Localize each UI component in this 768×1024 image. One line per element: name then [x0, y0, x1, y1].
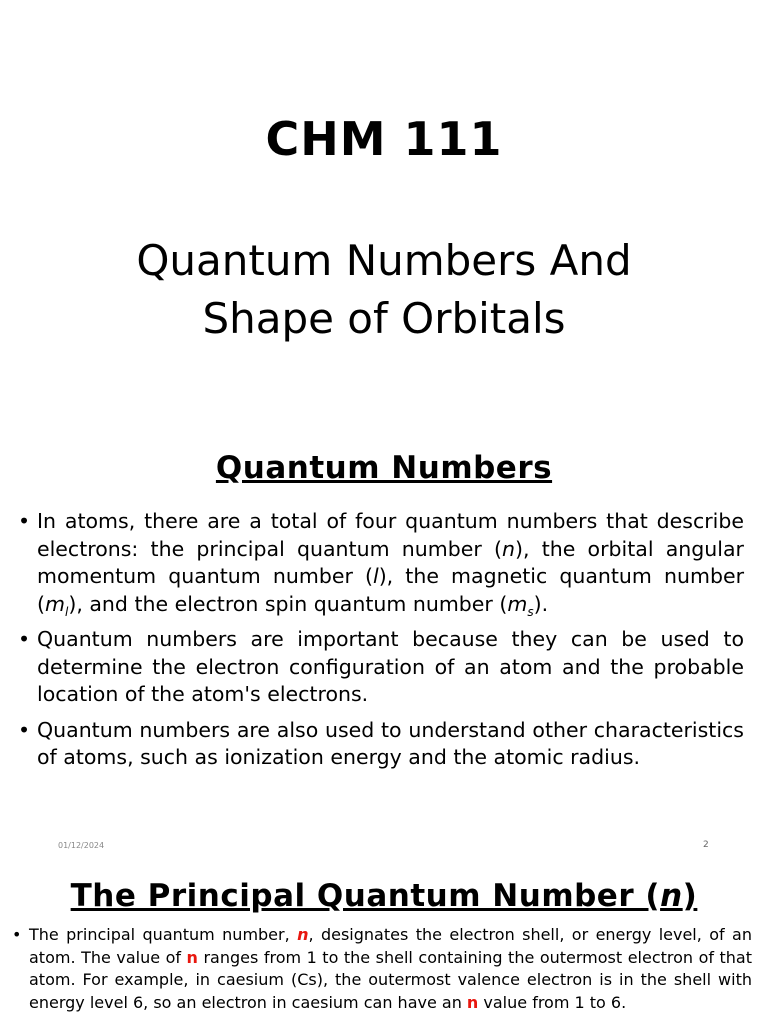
bullet-text: , designates the electron shell, or energy level, of an atom. The value of: [29, 925, 753, 967]
slide-heading: Quantum Numbers: [215, 450, 553, 486]
bullet-item: [12, 924, 752, 1014]
symbol-n: n: [501, 536, 515, 561]
heading-symbol-n: n: [660, 878, 683, 914]
bullet-item: • Quantum numbers are also used to understand other characteristics of atoms, such as ionization energy and the atomic radius.: [18, 717, 744, 772]
symbol-n-highlight: n: [466, 992, 479, 1012]
bullet-list: [12, 924, 752, 1014]
bullet-item: • Quantum numbers are important because they can be used to determine the electron configuration of an atom and the probable location of the atom's electrons.: [18, 626, 744, 709]
bullet-text: ).: [533, 591, 549, 616]
course-title: CHM 111: [265, 112, 503, 166]
bullet-list: [18, 508, 744, 780]
heading-text-close: ): [682, 878, 698, 914]
bullet-text: In atoms, there are a total of four quantum numbers that describe electrons: the principal quantum number (: [37, 509, 744, 561]
bullet-text: ), the magnetic quantum number (: [37, 564, 744, 616]
symbol-ml: m: [45, 591, 65, 616]
bullet-item: [18, 508, 744, 618]
bullet-text: ranges from 1 to the shell containing the outermost electron of that atom. For example, in caesium (Cs), the outermost valence electron is in the shell with energy level 6, so an electron in caesium can have an: [29, 947, 753, 1012]
bullet-text: ), and the electron spin quantum number (: [68, 591, 508, 616]
slide-heading: [0, 878, 768, 914]
title-slide: [0, 0, 768, 420]
symbol-n-highlight: n: [297, 925, 309, 944]
symbol-ms-subscript: s: [527, 604, 534, 619]
slide-title-line-2: Shape of Orbitals: [202, 294, 566, 343]
quantum-numbers-slide: [0, 420, 768, 860]
heading-text: The Principal Quantum Number (: [70, 878, 661, 914]
symbol-l: l: [372, 564, 379, 588]
principal-quantum-number-slide: [0, 860, 768, 1024]
bullet-text: value from 1 to 6.: [478, 992, 627, 1012]
footer-date: 01/12/2024: [58, 841, 105, 850]
symbol-ms: m: [507, 591, 528, 616]
symbol-ml-subscript: l: [64, 604, 69, 619]
page-number: 2: [703, 840, 709, 850]
slide-title-line-1: Quantum Numbers And: [136, 236, 632, 285]
slide-title: [0, 232, 768, 348]
bullet-text: ), the orbital angular momentum quantum number (: [37, 536, 744, 588]
bullet-text: The principal quantum number,: [29, 925, 298, 944]
symbol-n-highlight: n: [186, 947, 198, 967]
